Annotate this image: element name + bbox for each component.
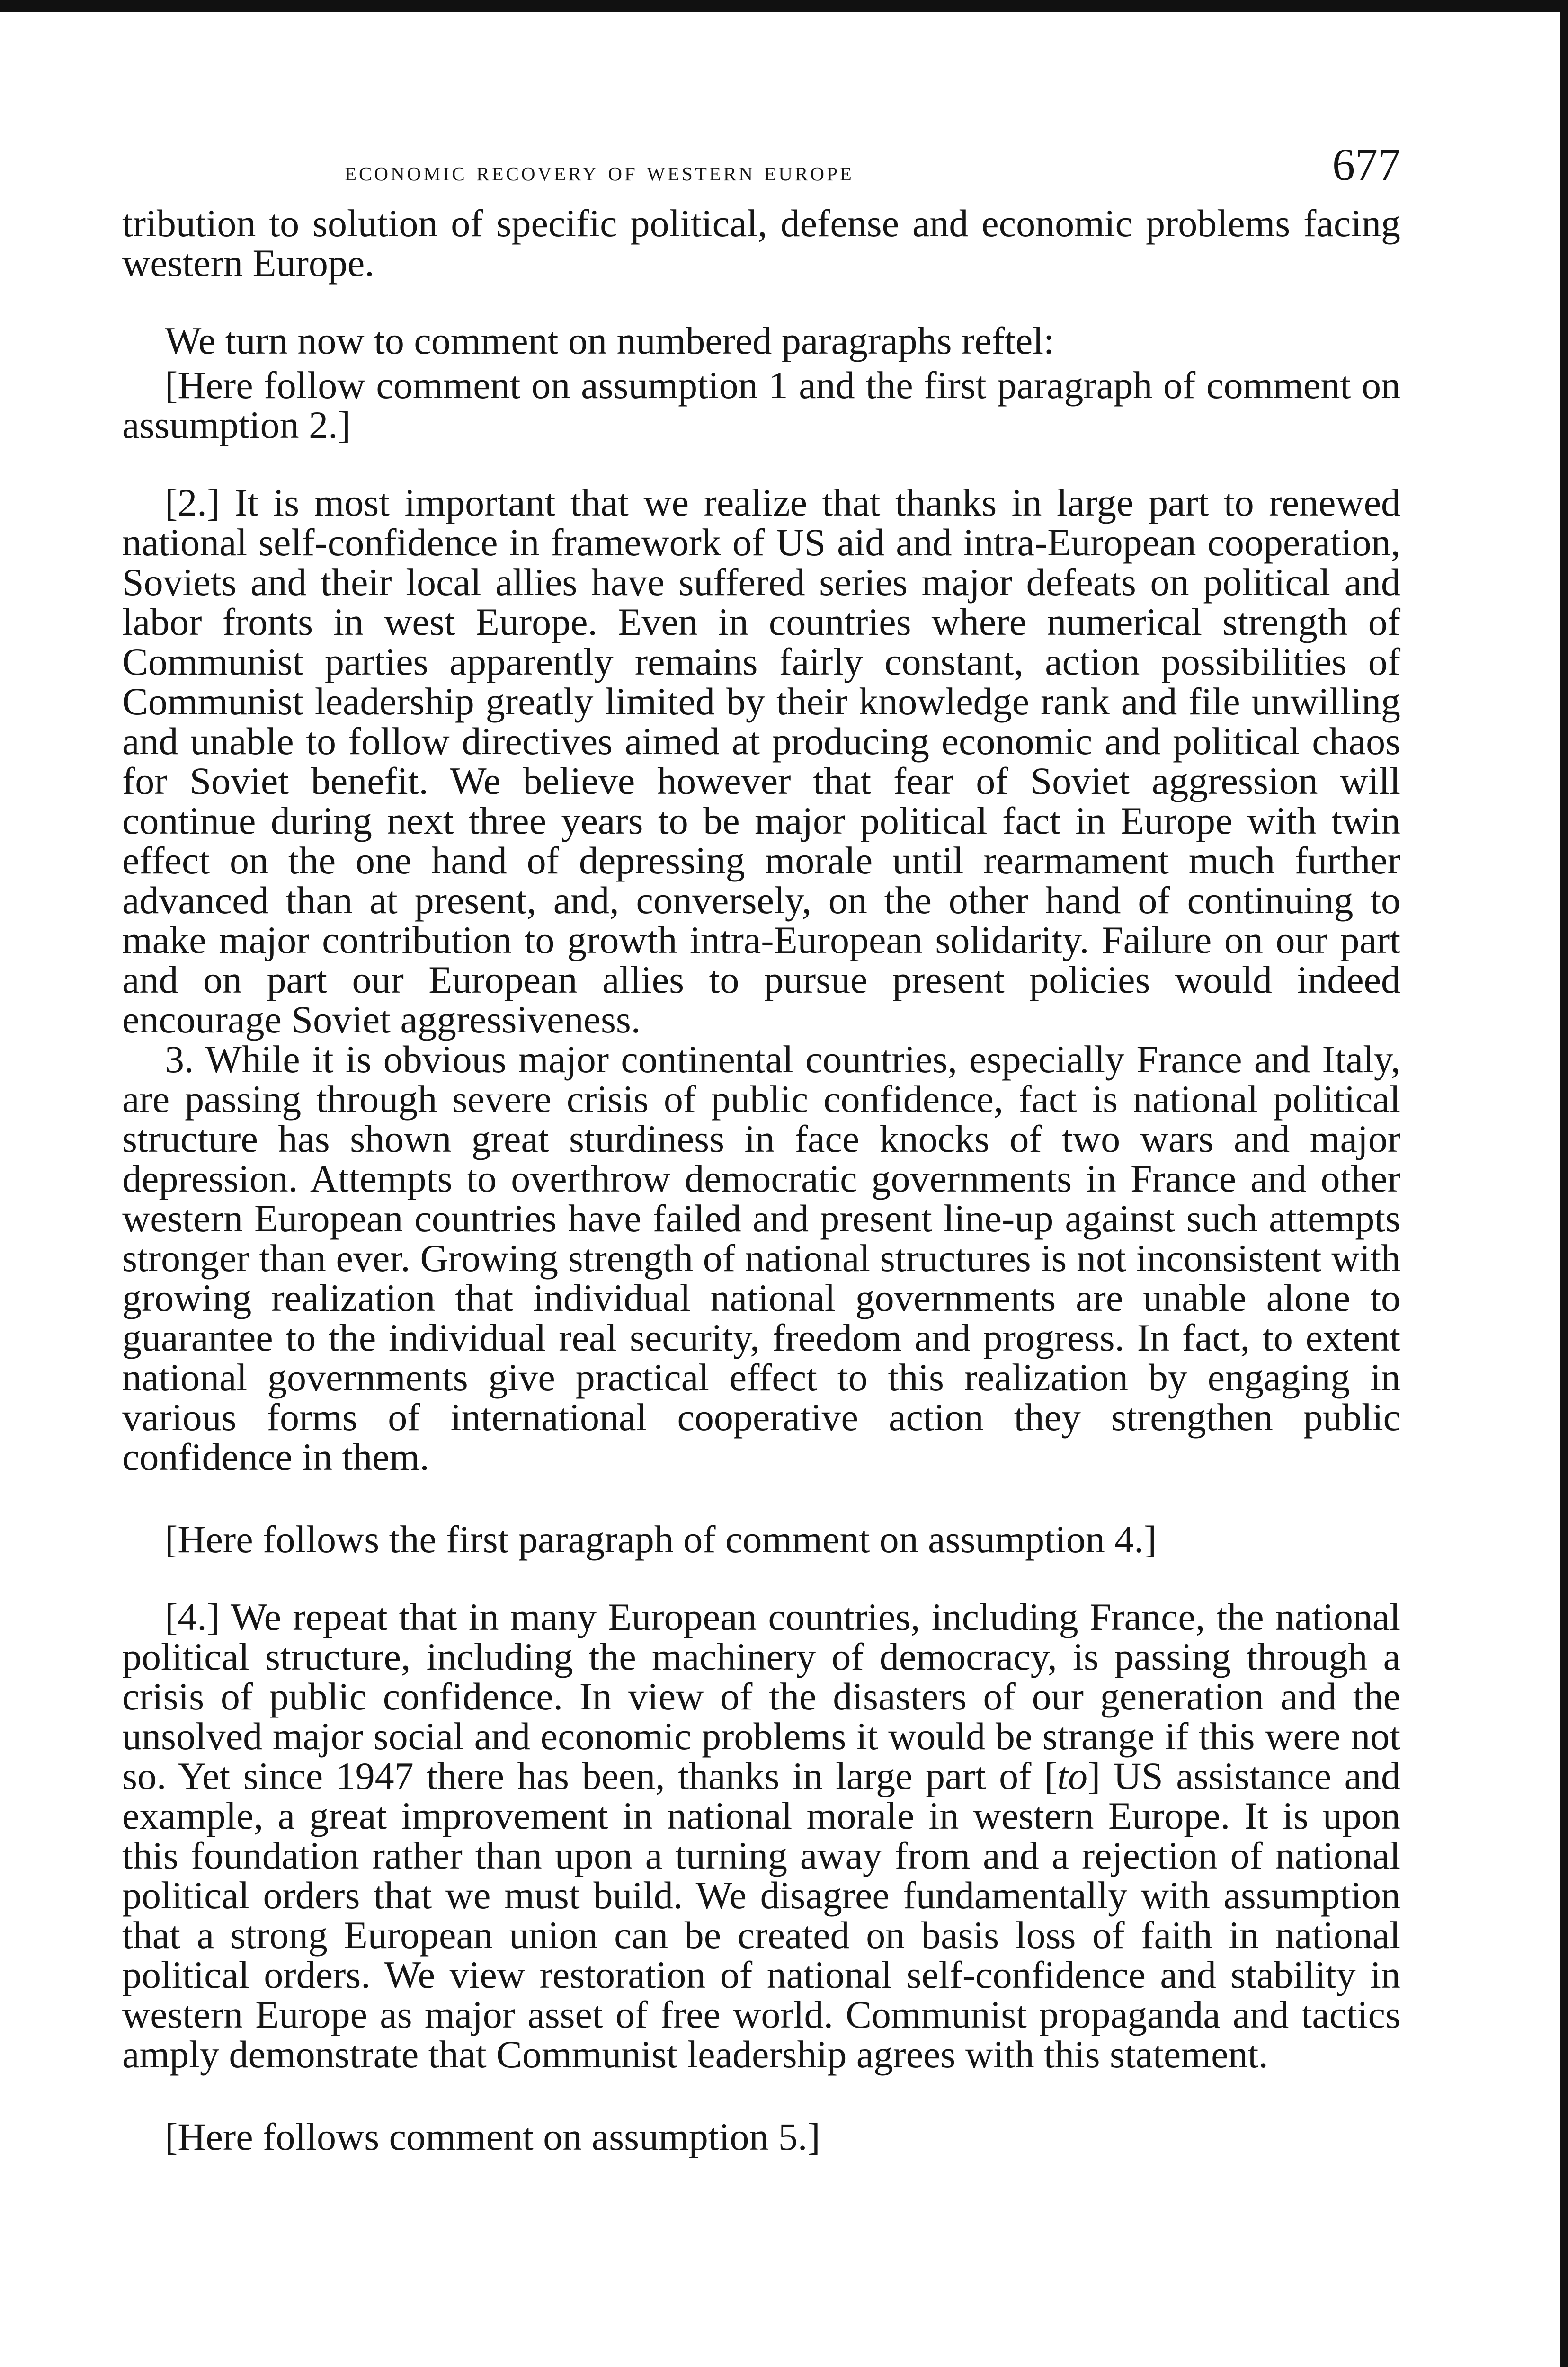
- paragraph-3: 3. While it is obvious major continental countries, especially France and Italy, are passing through severe crisis of public confidence, fact is national political structure has shown great sturdiness in face knocks of two wars and major depression. Attempts to overthrow democratic governments in France and other western European countries have failed and present line-up against such attempts stronger than ever. Growing strength of national structures is not inconsistent with growing realization that individual national governments are unable alone to guarantee to the individual real security, freedom and progress. In fact, to extent national governments give practical effect to this realization by engaging in various forms of international cooperative action they strengthen public confidence in them.: [122, 1038, 1400, 1478]
- page-number: 677: [1332, 139, 1400, 190]
- paragraph-4-text: [4.] We repeat that in many European countries, including France, the national political structure, including the machinery of democracy, is passing through a crisis of public confidence. In view of the disasters of our generation and the unsolved major social and economic problems it would be strange if this were not so. Yet since 1947 there has been, thanks in large part of [: [122, 1595, 1400, 1797]
- paragraph-2: [2.] It is most important that we realize that thanks in large part to renewed national self-confidence in framework of US aid and intra-European cooperation, Soviets and their local allies have suffered series major defeats on political and labor fronts in west Europe. Even in countries where numerical strength of Communist parties apparently remains fairly constant, action possibilities of Communist leadership greatly limited by their knowledge rank and file unwilling and unable to follow directives aimed at producing economic and political chaos for Soviet benefit. We believe however that fear of Soviet aggression will continue during next three years to be major political fact in Europe with twin effect on the one hand of depressing morale until rearmament much further advanced than at present, and, conversely, on the other hand of continuing to make major contribution to growth intra-European solidarity. Failure on our part and on part our European allies to pursue present policies would indeed encourage Soviet aggressiveness.: [122, 481, 1400, 1041]
- top-edge-rule: [0, 0, 1568, 12]
- paragraph-4: [122, 1597, 1400, 2074]
- document-page: [122, 139, 1401, 2158]
- paragraph-4-text: ] US assistance and example, a great improvement in national morale in western Europe. It is upon this foundation rather than upon a turning away from and a rejection of national political orders that we must build. We disagree fundamentally with assumption that a strong European union can be created on basis loss of faith in national political orders. We view restoration of national self-confidence and stability in western Europe as major asset of free world. Communist propaganda and tactics amply demonstrate that Communist leadership agrees with this statement.: [122, 1754, 1401, 2076]
- running-header: [122, 139, 1400, 204]
- editorial-note: [Here follows comment on assumption 5.]: [165, 2115, 820, 2158]
- right-edge-rule: [1560, 0, 1568, 2367]
- editorial-note: [Here follow comment on assumption 1 and the first paragraph of comment on assumption 2.]: [122, 364, 1400, 446]
- editorial-insertion: to: [1057, 1754, 1088, 1797]
- running-title: economic recovery of western europe: [345, 156, 854, 187]
- continued-paragraph: tribution to solution of specific political, defense and economic problems facing western Europe.: [122, 202, 1400, 285]
- intro-paragraph: We turn now to comment on numbered paragraphs reftel:: [165, 319, 1054, 362]
- editorial-note: [Here follows the first paragraph of comment on assumption 4.]: [165, 1518, 1157, 1561]
